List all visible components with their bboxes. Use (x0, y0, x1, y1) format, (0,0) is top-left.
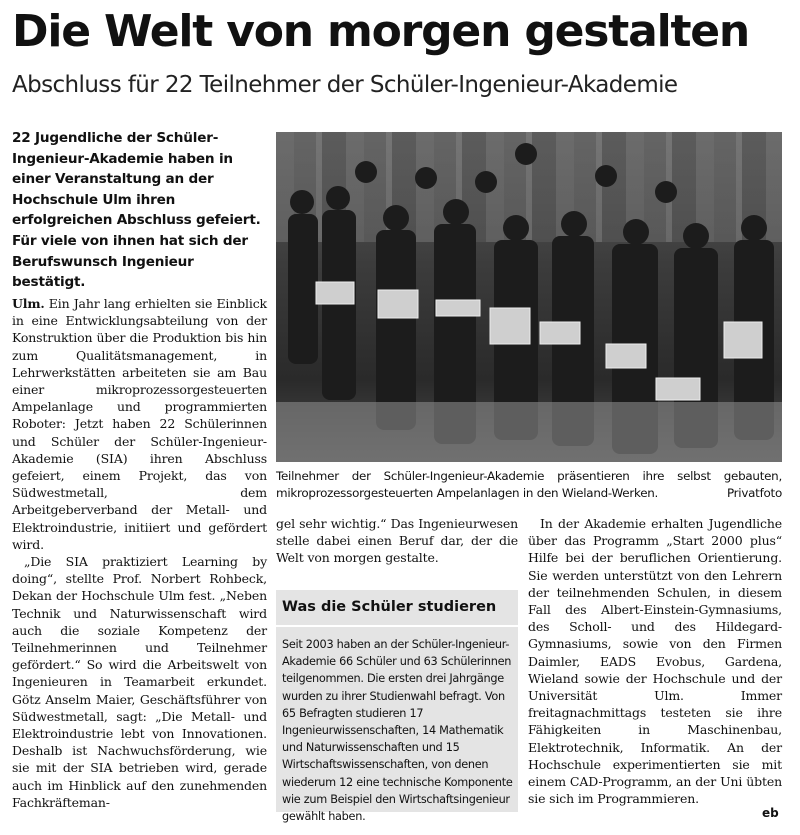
paragraph-2-part-1: „Die SIA praktiziert Learning by doing“, stellte Prof. Norbert Rohbeck, Dekan der Hochschule Ulm fest. „Neben Technik und Naturwissenschaft wird auch die soziale Kompetenz der Teilnehmerinnen und Teilnehmer gefördert.“ So wird die Arbeitswelt von Ingenieuren in Teamarbeit erkundet. Götz Anselm Maier, Geschäftsführer von Südwestmetall, sagt: „Die Metall- und Elektroindustrie lebt von Innovationen. Deshalb ist Nachwuchsförderung, wie sie mit der SIA betrieben wird, gerade auch im Hinblick auf den zunehmenden Fachkräfteman- (12, 554, 267, 810)
paragraph-1: Ein Jahr lang erhielten sie Einblick in eine Entwicklungsabteilung von der Konstruktion über die Produktion bis hin zum Qualitätsmanagement, in Lehrwerkstätten arbeiteten sie am Bau einer mikroprozessorgesteuerten Ampelanlage und programmierten Roboter: Jetzt haben 22 Schülerinnen und Schüler der Schüler-Ingenieur-Akademie (SIA) ihren Abschluss gefeiert, einem Projekt, das von Südwestmetall, dem Arbeitgeberverband der Metall- und Elektroindustrie, initiiert und gefördert wird. (12, 296, 267, 552)
lead-paragraph: 22 Jugendliche der Schüler-Ingenieur-Akademie haben in einer Veranstaltung an der Hochschule Ulm ihren erfolgreichen Abschluss gefeiert. Für viele von ihnen hat sich der Berufswunsch Ingenieur bestätigt. (12, 130, 261, 291)
article-column-3 (528, 515, 782, 807)
info-box-divider (276, 625, 518, 627)
paragraph-2-part-2: gel sehr wichtig.“ Das Ingenieurwesen stelle dabei einen Beruf dar, der die Welt von morgen gestalte. (276, 516, 518, 566)
photo-credit: Privatfoto (726, 486, 782, 500)
dateline: Ulm. (12, 296, 45, 311)
paragraph-3: In der Akademie erhalten Jugendliche über das Programm „Start 2000 plus“ Hilfe bei der beruflichen Orientierung. Sie werden unterstützt von den Lehrern der teilnehmenden Schulen, in diesem Fall des Albert-Einstein-Gymnasiums, des Scholl- und des Hildegard-Gymnasiums, sowie von den Firmen Daimler, EADS Evobus, Gardena, Wieland sowie der Hochschule und der Universität Ulm. Immer freitagnachmittags testeten sie ihre Fähigkeiten in Maschinenbau, Elektrotechnik, Informatik. An der Hochschule experimentierten sie mit einem CAD-Programm, an der Uni übten sie sich im Programmieren. (528, 516, 782, 807)
article-column-1 (12, 295, 267, 811)
photo-floor (276, 402, 782, 462)
info-box-text: Seit 2003 haben an der Schüler-Ingenieur-Akademie 66 Schüler und 63 Schülerinnen teilgenommen. Die ersten drei Jahrgänge wurden zu ihrer Studienwahl befragt. Von 65 Befragten studieren 17 Ingenieurwissenschaften, 14 Mathematik und Naturwissenschaften und 15 Wirtschaftswissenschaften, von denen wiederum 12 eine technische Komponente wie zum Beispiel den Wirtschaftsingenieur gewählt haben. (282, 638, 513, 824)
group-photo (276, 132, 782, 462)
article-column-2 (276, 515, 518, 567)
photo-caption (276, 468, 782, 502)
author-initials: eb (762, 806, 779, 820)
subheadline: Abschluss für 22 Teilnehmer der Schüler-Ingenieur-Akademie (12, 72, 678, 98)
caption-text: Teilnehmer der Schüler-Ingenieur-Akademie präsentieren ihre selbst gebauten, mikroprozessorgesteuerten Ampelanlagen in den Wieland-Werken. (276, 469, 782, 500)
headline: Die Welt von morgen gestalten (12, 6, 750, 57)
info-box-title: Was die Schüler studieren (282, 599, 497, 615)
